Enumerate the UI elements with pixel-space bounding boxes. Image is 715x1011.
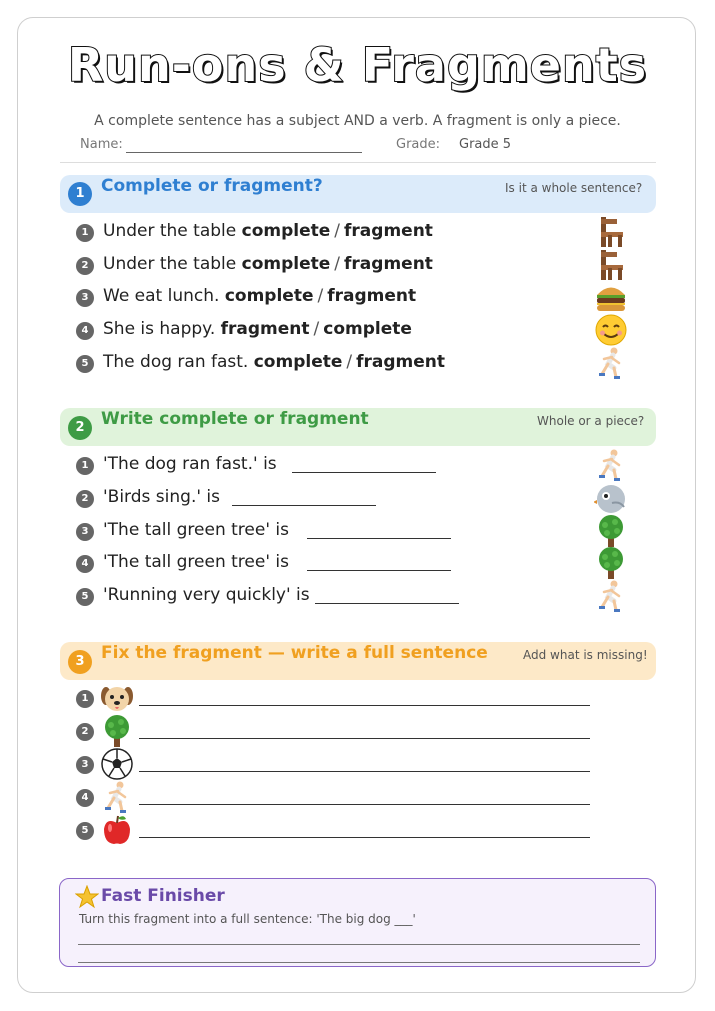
answer-line[interactable] [139,837,590,838]
question-text: We eat lunch. complete / fragment [103,286,417,306]
option-complete[interactable]: complete [241,221,331,241]
bird-icon [594,481,628,515]
tree-icon [594,546,628,580]
question-text: 'The dog ran fast.' is [103,454,277,474]
answer-line[interactable] [139,771,590,772]
page-title: Run-ons & Fragments [67,38,648,92]
question-number: 3 [76,289,94,307]
option-fragment[interactable]: fragment [344,254,433,274]
section-1-title: Complete or fragment? [101,176,323,196]
section-2-hint: Whole or a piece? [537,414,645,428]
chair-icon [594,215,628,249]
fast-finisher-title: Fast Finisher [101,886,225,906]
runner-icon [594,448,628,482]
question-text: The dog ran fast. complete / fragment [103,352,446,372]
grade-label: Grade: [396,137,441,152]
question-number: 3 [76,756,94,774]
chair-icon [594,248,628,282]
question-text: Under the table complete / fragment [103,221,433,241]
option-complete[interactable]: complete [241,254,331,274]
section-2-number: 2 [68,416,92,440]
runner-icon [594,346,628,380]
question-number: 5 [76,822,94,840]
answer-line[interactable] [139,705,590,706]
option-complete[interactable]: complete [323,319,412,339]
section-3-hint: Add what is missing! [523,648,648,662]
section-3-number: 3 [68,650,92,674]
question-number: 1 [76,690,94,708]
page-subtitle: A complete sentence has a subject AND a verb. A fragment is only a piece. [94,113,621,129]
question-number: 2 [76,723,94,741]
option-fragment[interactable]: fragment [327,286,417,306]
question-text: She is happy. fragment / complete [103,319,412,339]
question-number: 4 [76,322,94,340]
section-3-title: Fix the fragment — write a full sentence [101,643,488,663]
question-text: 'Birds sing.' is [103,487,221,507]
option-fragment[interactable]: fragment [356,352,446,372]
question-number: 5 [76,355,94,373]
question-number: 1 [76,457,94,475]
question-number: 2 [76,257,94,275]
section-1-number: 1 [68,182,92,206]
tree-icon [594,514,628,548]
apple-icon [100,813,134,847]
question-number: 5 [76,588,94,606]
dog-icon [100,682,134,716]
runner-icon [100,780,134,814]
fast-finisher-prompt: Turn this fragment into a full sentence: 'The big dog ___' [79,912,416,926]
question-text: 'Running very quickly' is [103,585,310,605]
fast-finisher-answer-line[interactable] [78,962,640,963]
answer-line[interactable] [139,738,590,739]
name-input-line[interactable] [126,152,362,153]
runner-icon [594,579,628,613]
section-2-title: Write complete or fragment [101,409,369,429]
burger-icon [594,280,628,314]
answer-blank[interactable] [232,505,376,506]
question-text: 'The tall green tree' is [103,552,289,572]
fast-finisher-answer-line[interactable] [78,944,640,945]
star-icon [75,885,99,909]
option-fragment[interactable]: fragment [344,221,433,241]
option-complete[interactable]: complete [224,286,314,306]
answer-blank[interactable] [307,570,451,571]
grade-value: Grade 5 [459,137,512,152]
question-number: 4 [76,789,94,807]
answer-line[interactable] [139,804,590,805]
soccer-ball-icon [100,747,134,781]
section-1-hint: Is it a whole sentence? [505,181,643,195]
question-number: 1 [76,224,94,242]
question-text: 'The tall green tree' is [103,520,289,540]
smiley-icon [594,313,628,347]
question-number: 2 [76,490,94,508]
name-label: Name: [80,137,123,152]
tree-icon [100,714,134,748]
option-complete[interactable]: complete [253,352,343,372]
answer-blank[interactable] [307,538,451,539]
answer-blank[interactable] [292,472,436,473]
question-number: 4 [76,555,94,573]
answer-blank[interactable] [315,603,459,604]
option-fragment[interactable]: fragment [220,319,310,339]
header-divider [60,162,656,163]
question-text: Under the table complete / fragment [103,254,433,274]
question-number: 3 [76,523,94,541]
